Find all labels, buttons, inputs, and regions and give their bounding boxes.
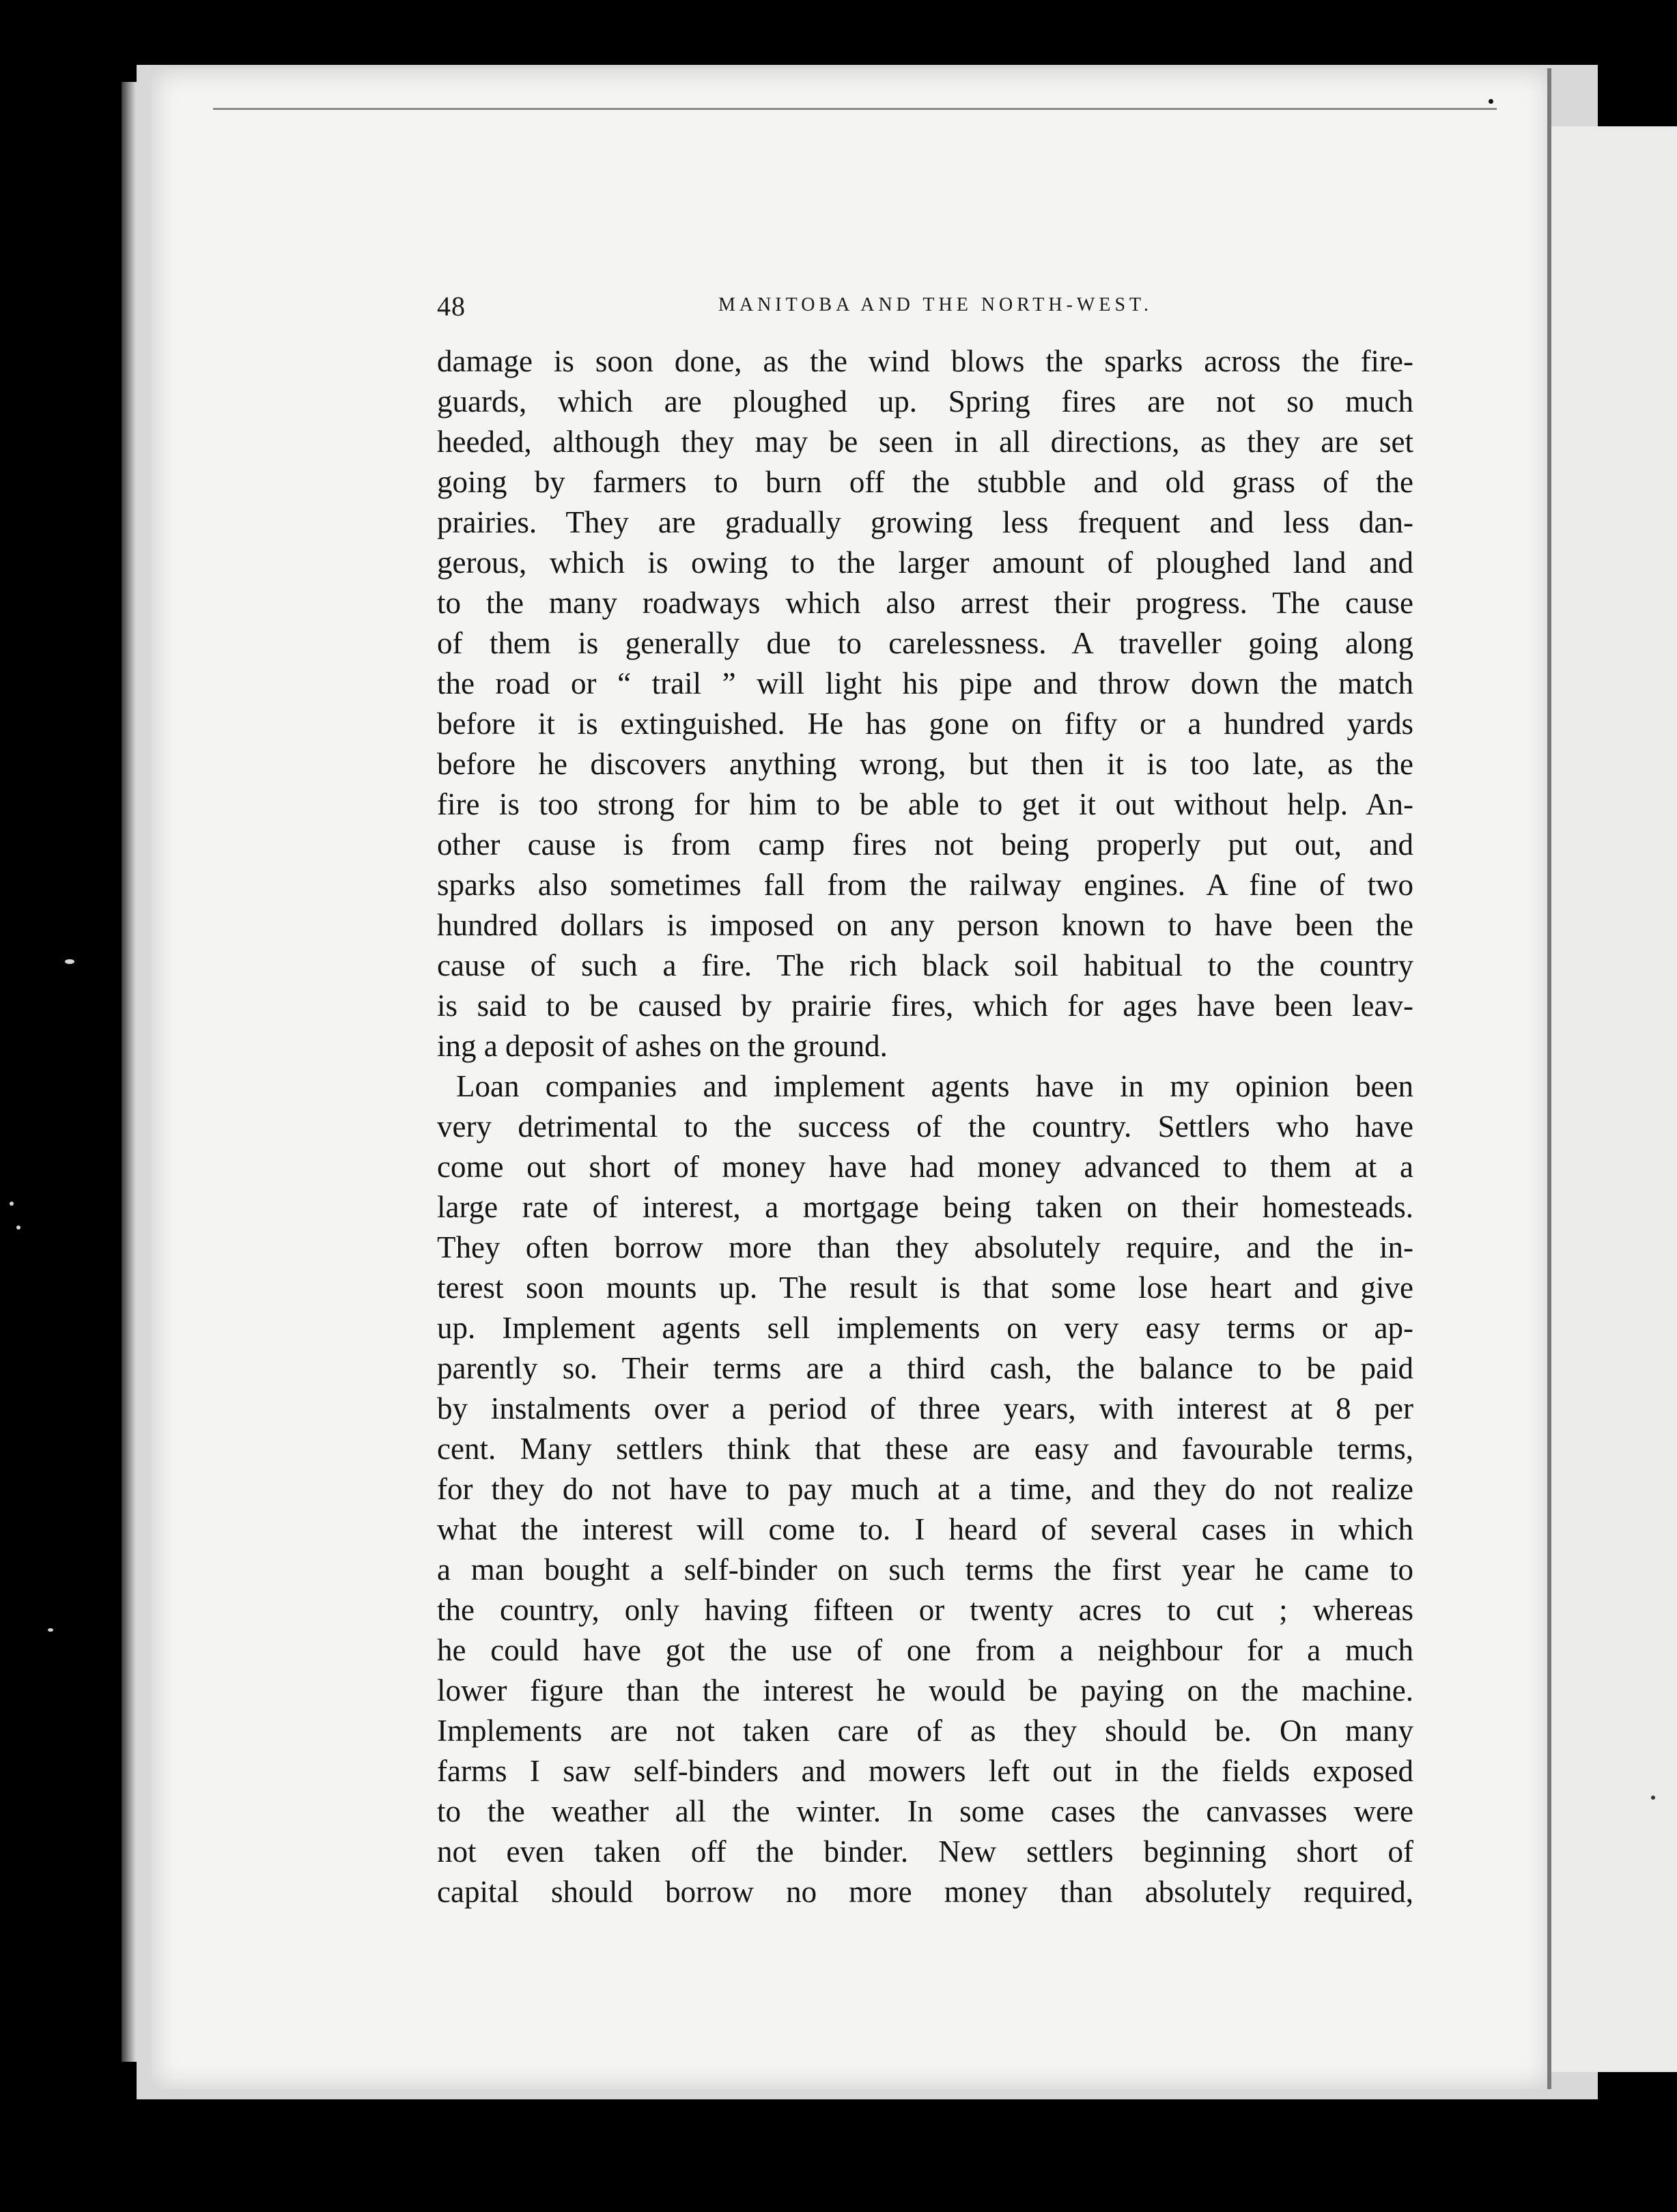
text-line: going by farmers to burn off the stubble and old grass of the bbox=[437, 465, 1413, 499]
text-line: lower figure than the interest he would be paying on the machine. bbox=[437, 1673, 1413, 1707]
text-line: fire is too strong for him to be able to get it out without help. An- bbox=[437, 787, 1413, 821]
text-line: for they do not have to pay much at a time, and they do not realize bbox=[437, 1472, 1413, 1506]
text-line: a man bought a self-binder on such terms the first year he came to bbox=[437, 1552, 1413, 1587]
running-head-title: MANITOBA AND THE NORTH-WEST. bbox=[718, 294, 1153, 315]
text-line: cent. Many settlers think that these are easy and favourable terms, bbox=[437, 1432, 1413, 1466]
text-line: come out short of money have had money advanced to them at a bbox=[437, 1150, 1413, 1184]
text-line: Implements are not taken care of as they should be. On many bbox=[437, 1714, 1413, 1748]
scan-speck bbox=[1651, 1796, 1655, 1800]
text-line: damage is soon done, as the wind blows the sparks across the fire- bbox=[437, 344, 1413, 378]
facing-page-edge bbox=[1551, 126, 1677, 2072]
text-line: up. Implement agents sell implements on very easy terms or ap- bbox=[437, 1311, 1413, 1345]
text-line: to the weather all the winter. In some cases the canvasses were bbox=[437, 1794, 1413, 1828]
text-line: before he discovers anything wrong, but then it is too late, as the bbox=[437, 747, 1413, 781]
paragraph-end-line: ing a deposit of ashes on the ground. bbox=[437, 1029, 888, 1063]
text-line: before it is extinguished. He has gone on fifty or a hundred yards bbox=[437, 707, 1413, 741]
text-line: not even taken off the binder. New settlers beginning short of bbox=[437, 1834, 1413, 1869]
text-line: gerous, which is owing to the larger amount of ploughed land and bbox=[437, 545, 1413, 580]
text-line: farms I saw self-binders and mowers left out in the fields exposed bbox=[437, 1754, 1413, 1788]
text-line: other cause is from camp fires not being properly put out, and bbox=[437, 827, 1413, 862]
text-line: guards, which are ploughed up. Spring fires are not so much bbox=[437, 384, 1413, 419]
text-line: terest soon mounts up. The result is that some lose heart and give bbox=[437, 1271, 1413, 1305]
scan-speck bbox=[10, 1202, 14, 1206]
text-line: he could have got the use of one from a neighbour for a much bbox=[437, 1633, 1413, 1667]
paragraph-start-line: Loan companies and implement agents have in my opinion been bbox=[456, 1069, 1413, 1103]
text-line: what the interest will come to. I heard of several cases in which bbox=[437, 1512, 1413, 1546]
scan-speck bbox=[48, 1628, 53, 1632]
text-line: They often borrow more than they absolutely require, and the in- bbox=[437, 1230, 1413, 1264]
text-line: parently so. Their terms are a third cash, the balance to be paid bbox=[437, 1351, 1413, 1385]
text-line: cause of such a fire. The rich black soil habitual to the country bbox=[437, 948, 1413, 982]
scan-speck bbox=[1489, 99, 1493, 104]
text-line: to the many roadways which also arrest their progress. The cause bbox=[437, 586, 1413, 620]
running-head bbox=[437, 290, 1434, 331]
text-line: hundred dollars is imposed on any person known to have been the bbox=[437, 908, 1413, 942]
text-line: very detrimental to the success of the country. Settlers who have bbox=[437, 1109, 1413, 1144]
text-line: is said to be caused by prairie fires, which for ages have been leav- bbox=[437, 989, 1413, 1023]
text-line: large rate of interest, a mortgage being taken on their homesteads. bbox=[437, 1190, 1413, 1224]
text-line: sparks also sometimes fall from the railway engines. A fine of two bbox=[437, 868, 1413, 902]
scan-speck bbox=[16, 1225, 20, 1230]
body-text bbox=[437, 341, 1413, 1912]
text-line: by instalments over a period of three years, with interest at 8 per bbox=[437, 1391, 1413, 1426]
scan-speck bbox=[65, 959, 74, 964]
text-line: of them is generally due to carelessness. A traveller going along bbox=[437, 626, 1413, 660]
page-top-edge bbox=[213, 108, 1497, 110]
text-line: prairies. They are gradually growing less frequent and less dan- bbox=[437, 505, 1413, 539]
text-line: heeded, although they may be seen in all directions, as they are set bbox=[437, 425, 1413, 459]
text-line: the country, only having fifteen or twenty acres to cut ; whereas bbox=[437, 1593, 1413, 1627]
page-number: 48 bbox=[437, 291, 466, 322]
text-line: the road or “ trail ” will light his pipe and throw down the match bbox=[437, 666, 1413, 700]
page-fold-line bbox=[1547, 68, 1551, 2089]
text-line: capital should borrow no more money than absolutely required, bbox=[437, 1875, 1413, 1909]
